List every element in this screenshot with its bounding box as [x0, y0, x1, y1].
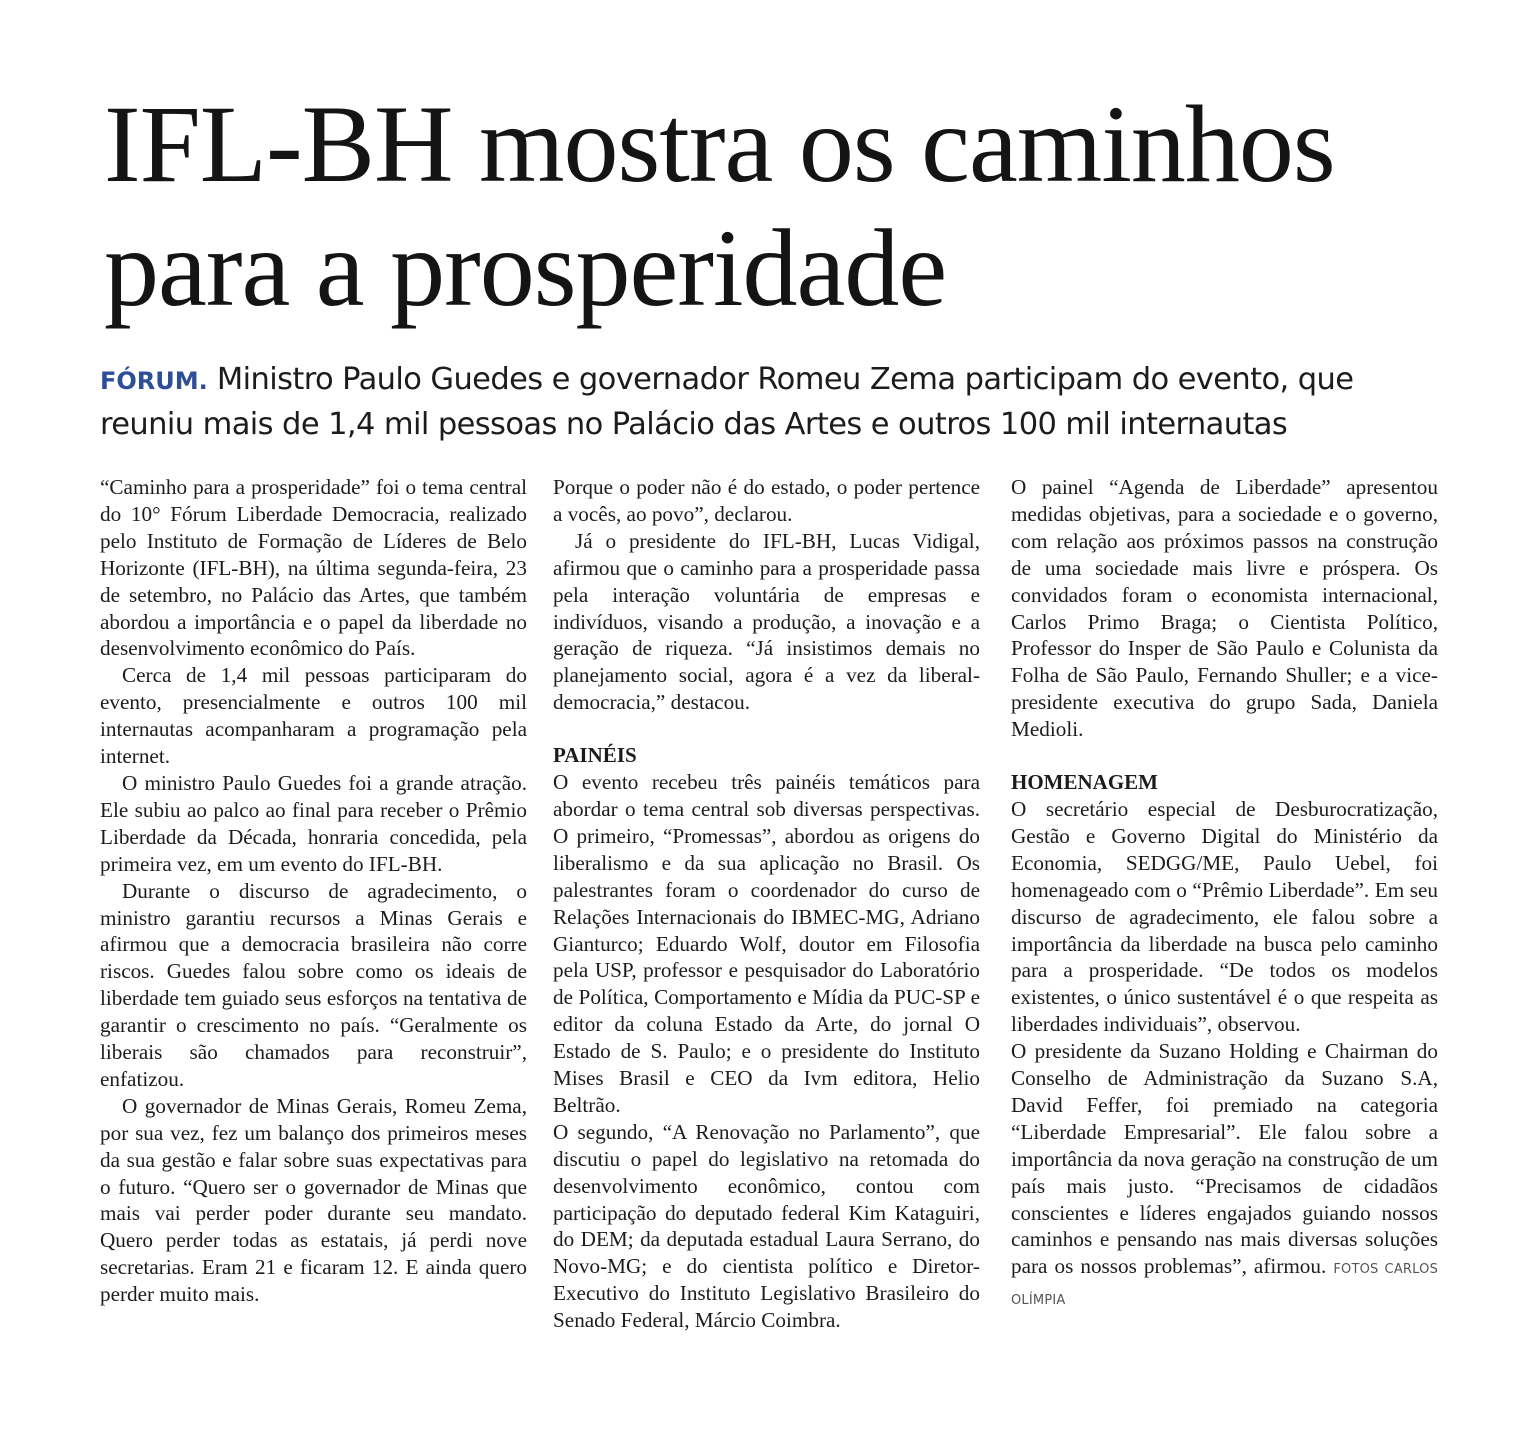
article-column-1: [100, 474, 527, 1308]
paragraph: O governador de Minas Gerais, Romeu Zema, por sua vez, fez um balanço dos primeiros meses da sua gestão e falar sobre suas expectativas para o futuro. “Quero ser o governador de Minas que mais vai perder poder durante seu mandato. Quero perder todas as estatais, já perdi nove secretarias. Eram 21 e ficaram 12. E ainda quero perder muito mais.: [100, 1093, 527, 1307]
paragraph: Porque o poder não é do estado, o poder pertence a vocês, ao povo”, declarou.: [553, 475, 980, 526]
paragraph: O painel “Agenda de Liberdade” apresentou medidas objetivas, para a sociedade e o governo, com relação aos próximos passos na construção de uma sociedade mais livre e próspera. Os convidados foram o economista internacional, Carlos Primo Braga; o Cientista Político, Professor do Insper de São Paulo e Colunista da Folha de São Paulo, Fernando Shuller; e a vice-presidente executiva do grupo Sada, Daniela Medioli.: [1011, 475, 1438, 742]
deck-kicker: FÓRUM.: [100, 367, 208, 395]
paragraph: O ministro Paulo Guedes foi a grande atração. Ele subiu ao palco ao final para receber o Prêmio Liberdade da Década, honraria concedida, pela primeira vez, em um evento do IFL-BH.: [100, 770, 527, 876]
paragraph: [1011, 1038, 1438, 1315]
paragraph: O segundo, “A Renovação no Parlamento”, que discutiu o papel do legislativo na retomada do desenvolvimento econômico, contou com participação do deputado federal Kim Kataguiri, do DEM; da deputada estadual Laura Serrano, do Novo-MG; e do cientista político e Diretor-Executivo do Instituto Legislativo Brasileiro do Senado Federal, Márcio Coimbra.: [553, 1119, 980, 1333]
deck: [100, 358, 1445, 447]
paragraph: Cerca de 1,4 mil pessoas participaram do evento, presencialmente e outros 100 mil internautas acompanharam a programação pela internet.: [100, 663, 527, 769]
deck-text: Ministro Paulo Guedes e governador Romeu Zema participam do evento, que reuniu mais de 1,4 mil pessoas no Palácio das Artes e outros 100 mil internautas: [100, 362, 1354, 442]
paragraph: Já o presidente do IFL-BH, Lucas Vidigal, afirmou que o caminho para a prosperidade passa pela interação voluntária de empresas e indivíduos, visando a produção, a inovação e a geração de riqueza. “Já insistimos demais no planejamento social, agora é a vez da liberal-democracia,” destacou.: [553, 528, 980, 715]
article-column-3: [1011, 474, 1438, 1315]
paragraph: O secretário especial de Desburocratização, Gestão e Governo Digital do Ministério da Economia, SEDGG/ME, Paulo Uebel, foi homenageado com o “Prêmio Liberdade”. Em seu discurso de agradecimento, ele falou sobre a importância da liberdade na busca pelo caminho para a prosperidade. “De todos os modelos existentes, o único sustentável é o que respeita as liberdades individuais”, observou.: [1011, 796, 1438, 1037]
paragraph: O evento recebeu três painéis temáticos para abordar o tema central sob diversas perspectivas. O primeiro, “Promessas”, abordou as origens do liberalismo e da sua aplicação no Brasil. Os palestrantes foram o coordenador do curso de Relações Internacionais do IBMEC-MG, Adriano Gianturco; Eduardo Wolf, doutor em Filosofia pela USP, professor e pesquisador do Laboratório de Política, Comportamento e Mídia da PUC-SP e editor da coluna Estado da Arte, do jornal O Estado de S. Paulo; e o presidente do Instituto Mises Brasil e CEO da Ivm editora, Helio Beltrão.: [553, 770, 980, 1117]
article-column-2: [553, 474, 980, 1334]
photo-credit: FOTOS CARLOS OLÍMPIA: [1011, 1262, 1439, 1309]
headline: IFL-BH mostra os caminhos para a prosperidade: [104, 83, 1335, 329]
paragraph-text: O presidente da Suzano Holding e Chairman do Conselho de Administração da Suzano S.A, David Feffer, foi premiado na categoria “Liberdade Empresarial”. Ele falou sobre a importância da nova geração na construção de um país mais justo. “Precisamos de cidadãos conscientes e líderes engajados guiando nossos caminhos e pensando nas mais diversas soluções para os nossos problemas”, afirmou.: [1011, 1039, 1438, 1279]
paragraph: “Caminho para a prosperidade” foi o tema central do 10° Fórum Liberdade Democracia, realizado pelo Instituto de Formação de Líderes de Belo Horizonte (IFL-BH), na última segunda-feira, 23 de setembro, no Palácio das Artes, que também abordou a importância e o papel da liberdade no desenvolvimento econômico do País.: [100, 475, 527, 661]
subhead-homenagem: HOMENAGEM: [1011, 770, 1158, 795]
paragraph: Durante o discurso de agradecimento, o ministro garantiu recursos a Minas Gerais e afirmou que a democracia brasileira não corre riscos. Guedes falou sobre como os ideais de liberdade tem guiado seus esforços na tentativa de garantir o crescimento no país. “Geralmente os liberais são chamados para reconstruir”, enfatizou.: [100, 878, 527, 1091]
subhead-paineis: PAINÉIS: [553, 743, 637, 768]
